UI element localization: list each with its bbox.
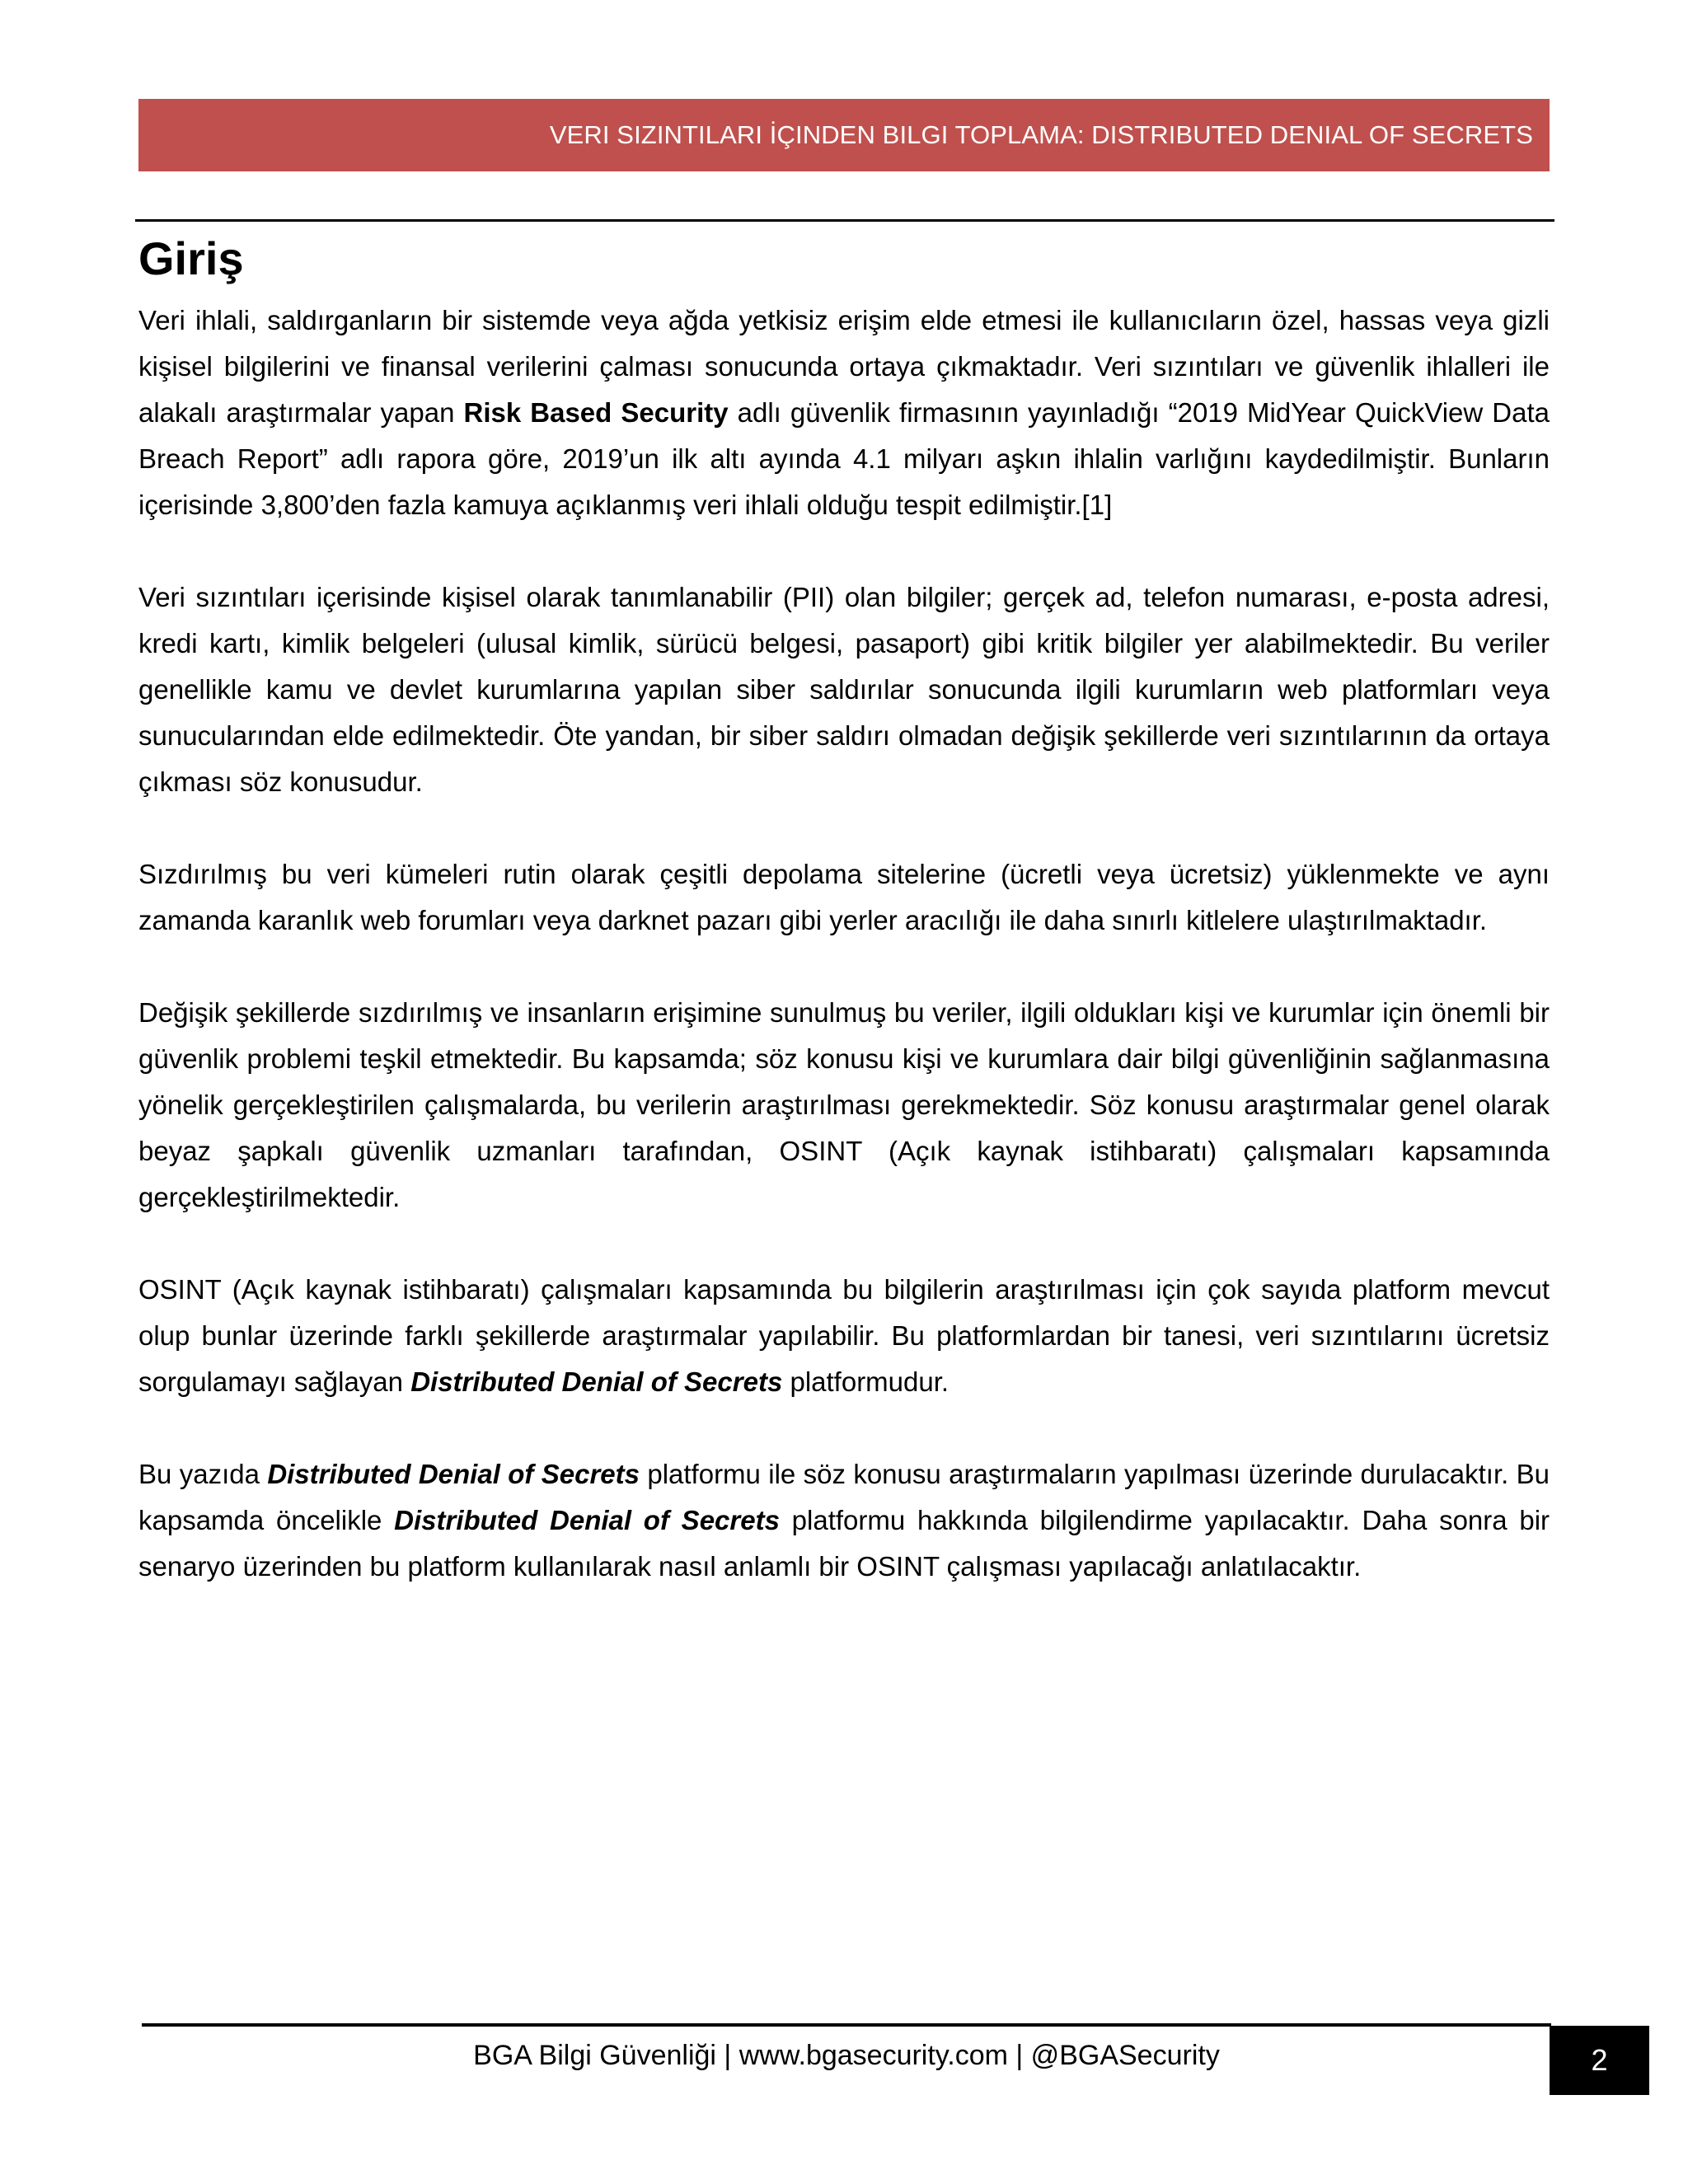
paragraph-4: [138, 990, 1550, 1221]
paragraph-text: adlı güvenlik firmasının yayınladığı “2019 MidYear QuickView Data Breach Report” adlı rapora göre, 2019’un ilk altı ayında 4.1 milyarı aşkın ihlalin varlığını kaydedilmiştir. Bunların içerisinde 3,800’den fazla kamuya açıklanmış veri ihlali olduğu tespit edilmiştir.[1]: [138, 397, 1550, 520]
body-text: [138, 298, 1550, 1636]
paragraph-text: OSINT (Açık kaynak istihbaratı) çalışmaları kapsamında bu bilgilerin araştırılması için çok sayıda platform mevcut olup bunlar üzerinde farklı şekillerde araştırmalar yapılabilir. Bu platformlardan bir tanesi, veri sızıntılarını ücretsiz sorgulamayı sağlayan: [138, 1274, 1550, 1397]
paragraph-text: Veri ihlali, saldırganların bir sistemde veya ağda yetkisiz erişim elde etmesi ile kullanıcıların özel, hassas veya gizli kişisel bilgilerini ve finansal verilerini çalması sonucunda ortaya çıkmaktadır. Veri sızıntıları ve güvenlik ihlalleri ile alakalı araştırmalar yapan: [138, 305, 1550, 428]
paragraph-text: platformu ile söz konusu araştırmaların yapılması üzerinde durulacaktır. Bu kapsamda öncelikle: [138, 1459, 1550, 1535]
platform-name: Distributed Denial of Secrets: [394, 1505, 780, 1535]
paragraph-text: Değişik şekillerde sızdırılmış ve insanların erişimine sunulmuş bu veriler, ilgili oldukları kişi ve kurumlar için önemli bir güvenlik problemi teşkil etmektedir. Bu kapsamda; söz konusu kişi ve kurumlara dair bilgi güvenliğinin sağlanmasına yönelik gerçekleştirilen çalışmalarda, bu verilerin araştırılması gerekmektedir. Söz konusu araştırmalar genel olarak beyaz şapkalı güvenlik uzmanları tarafından, OSINT (Açık kaynak istihbaratı) çalışmaları kapsamında gerçekleştirilmektedir.: [138, 997, 1550, 1212]
header-bar: [138, 99, 1550, 171]
paragraph-1: [138, 298, 1550, 528]
paragraph-2: [138, 574, 1550, 805]
top-divider: [135, 219, 1554, 222]
footer-divider: [142, 2023, 1551, 2027]
paragraph-text: Bu yazıda: [138, 1459, 268, 1489]
page-number: 2: [1550, 2026, 1649, 2095]
company-name-risk-based-security: Risk Based Security: [463, 397, 729, 428]
paragraph-text: Sızdırılmış bu veri kümeleri rutin olarak çeşitli depolama sitelerine (ücretli veya ücretsiz) yüklenmekte ve aynı zamanda karanlık web forumları veya darknet pazarı gibi yerler aracılığı ile daha sınırlı kitlelere ulaştırılmaktadır.: [138, 859, 1550, 935]
footer-text: BGA Bilgi Güvenliği | www.bgasecurity.com | @BGASecurity: [473, 2040, 1220, 2071]
header-title: VERI SIZINTILARI İÇINDEN BILGI TOPLAMA: DISTRIBUTED DENIAL OF SECRETS: [549, 120, 1533, 149]
paragraph-6: [138, 1451, 1550, 1590]
paragraph-text: platformu hakkında bilgilendirme yapılacaktır. Daha sonra bir senaryo üzerinden bu platform kullanılarak nasıl anlamlı bir OSINT çalışması yapılacağı anlatılacaktır.: [138, 1505, 1550, 1582]
paragraph-5: [138, 1267, 1550, 1405]
paragraph-text: platformudur.: [782, 1366, 950, 1397]
platform-name: Distributed Denial of Secrets: [410, 1366, 783, 1397]
section-title: Giriş: [138, 232, 244, 284]
paragraph-text: Veri sızıntıları içerisinde kişisel olarak tanımlanabilir (PII) olan bilgiler; gerçek ad, telefon numarası, e-posta adresi, kredi kartı, kimlik belgeleri (ulusal kimlik, sürücü belgesi, pasaport) gibi kritik bilgiler yer alabilmektedir. Bu veriler genellikle kamu ve devlet kurumlarına yapılan siber saldırılar sonucunda ilgili kurumların web platformları veya sunucularından elde edilmektedir. Öte yandan, bir siber saldırı olmadan değişik şekillerde veri sızıntılarının da ortaya çıkması söz konusudur.: [138, 582, 1550, 797]
paragraph-3: [138, 851, 1550, 944]
platform-name: Distributed Denial of Secrets: [267, 1459, 640, 1489]
